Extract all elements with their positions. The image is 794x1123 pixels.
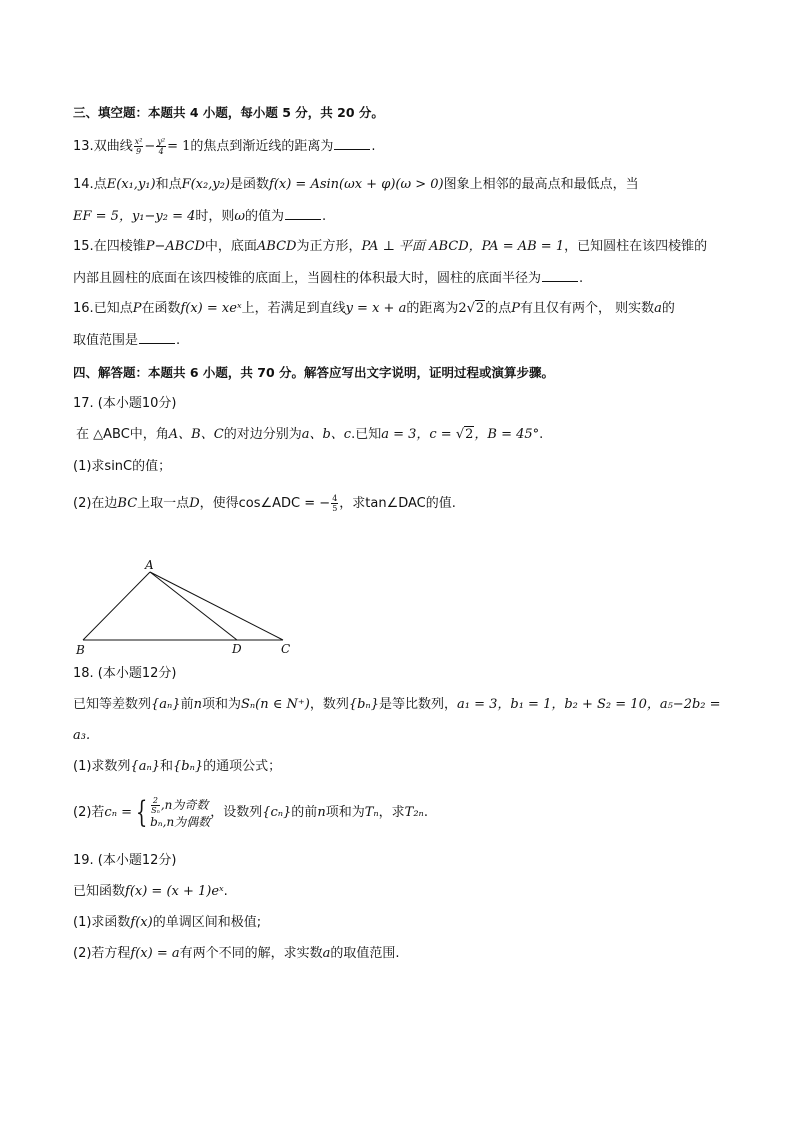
radical-sign: √ (455, 427, 465, 442)
period: . (423, 805, 428, 820)
sequence-a: {aₙ} (151, 697, 181, 712)
question-text: 项和为 (201, 697, 241, 712)
fraction-x2-9 (134, 137, 144, 156)
question-text: 和点 (155, 177, 182, 192)
triangle-figure (70, 555, 300, 657)
radical-sign: √ (466, 301, 475, 316)
question-text: 有两个不同的解，求实数 (179, 946, 323, 961)
question-text: (2)若方程 (73, 946, 131, 961)
point-f: F(x₂,y₂) (181, 177, 230, 192)
question-18-part-2 (73, 796, 428, 829)
case-condition: ,n为奇数 (160, 798, 209, 812)
question-text: 上，若满足到直线 (241, 301, 346, 316)
question-text: 的前 (291, 805, 318, 820)
left-brace: { (135, 794, 148, 830)
question-15-line-1 (73, 238, 707, 256)
sum-t2n: T₂ₙ (404, 805, 424, 820)
question-number: 15. (73, 239, 94, 254)
minus-sign: − (144, 139, 156, 154)
question-number: 16. (73, 301, 94, 316)
section-fill-in-text: 三、填空题：本题共 4 小题，每小题 5 分，共 20 分。 (73, 105, 384, 120)
question-19-part-1 (73, 914, 261, 932)
angle-names: A、B、C (168, 427, 224, 442)
period: . (371, 139, 376, 154)
sequence-c: {cₙ} (262, 805, 292, 820)
question-text: 是函数 (230, 177, 270, 192)
side-ab (83, 572, 150, 640)
sum-tn: Tₙ (364, 805, 379, 820)
question-text: 的值为 (245, 209, 285, 224)
period: . (223, 884, 228, 899)
point-d: D (189, 496, 200, 511)
base-name: ABCD (256, 239, 297, 254)
question-17-part-2 (73, 494, 456, 513)
question-text: 前 (180, 697, 194, 712)
radicand: 2 (465, 427, 474, 442)
question-text: 和 (159, 759, 173, 774)
question-text: 的距离为 (406, 301, 459, 316)
frac-numerator: 2 (152, 796, 158, 805)
sequence-c: cₙ = (104, 805, 132, 820)
answer-blank[interactable] (334, 137, 370, 150)
question-header: 17. (本小题10分) (73, 396, 177, 411)
function-formula: f(x) = xeˣ (180, 301, 242, 316)
fraction-y2-4 (156, 137, 166, 156)
question-text: (1)求函数 (73, 915, 131, 930)
vertex-label-b: B (76, 643, 85, 657)
condition-formula: a₃. (73, 728, 91, 743)
frac-numerator: 4 (332, 494, 338, 503)
point-p: P (132, 301, 142, 316)
question-text: .已知 (351, 427, 382, 442)
function-formula: f(x) = Asin(ωx + φ)(ω > 0) (269, 177, 444, 192)
period: . (176, 333, 181, 348)
question-text: 已知函数 (73, 884, 126, 899)
condition-formula: PA ⊥ 平面 ABCD，PA = AB = 1 (361, 239, 565, 254)
question-19-header (73, 852, 177, 870)
question-18-line-1 (73, 696, 721, 714)
omega-symbol: ω (234, 209, 245, 224)
question-16-line-2 (73, 331, 180, 350)
answer-blank[interactable] (542, 269, 578, 282)
question-16-line-1 (73, 300, 675, 318)
question-text: ，已知圆柱在该四棱锥的 (564, 239, 708, 254)
question-17-stem (76, 426, 543, 444)
frac-denominator: 5 (332, 504, 338, 513)
question-19-stem (73, 883, 228, 901)
question-text: 中，底面 (204, 239, 257, 254)
section-solution-title (73, 364, 554, 382)
question-text: 内部且圆柱的底面在该四棱锥的底面上，当圆柱的体积最大时，圆柱的底面半径为 (73, 271, 542, 286)
question-text: 的 (661, 301, 675, 316)
question-text: 的焦点到渐近线的距离为 (190, 139, 334, 154)
case-even: bₙ,n为偶数 (150, 815, 211, 829)
sequence-a: {aₙ} (130, 759, 160, 774)
equation-formula: f(x) = a (130, 946, 180, 961)
section-solution-text: 四、解答题：本题共 6 小题，共 70 分。解答应写出文字说明，证明过程或演算步骤。 (73, 365, 555, 380)
case-odd (150, 796, 210, 815)
question-header: 18. (本小题12分) (73, 666, 177, 681)
question-text: 的通项公式； (203, 759, 282, 774)
answer-blank[interactable] (285, 207, 321, 220)
condition-formula: ，B = 45° (474, 427, 540, 442)
question-text: (1)求数列 (73, 759, 131, 774)
question-text: 的对边分别为 (223, 427, 302, 442)
sum-sn: Sₙ(n ∈ N⁺) (240, 697, 310, 712)
side-names: a、b、c (301, 427, 352, 442)
question-text: 在函数 (141, 301, 181, 316)
radical-coefficient: 2 (458, 301, 467, 316)
condition-formula: a = 3，c = (381, 427, 456, 442)
sequence-b: {bₙ} (173, 759, 204, 774)
question-text: ，求 (378, 805, 405, 820)
question-text: 图象上相邻的最高点和最低点，当 (443, 177, 639, 192)
segment-ad (150, 572, 237, 640)
sequence-b: {bₙ} (348, 697, 379, 712)
variable-a: a (654, 301, 662, 316)
period: . (322, 209, 327, 224)
frac-denominator: 4 (158, 147, 164, 156)
function-name: f(x) (130, 915, 153, 930)
question-14-line-2 (73, 207, 326, 226)
question-text: 是等比数列， (378, 697, 457, 712)
question-number: 14. (73, 177, 94, 192)
variable-n: n (317, 805, 326, 820)
piecewise-cases (150, 796, 210, 829)
frac-numerator: y² (157, 137, 166, 146)
question-text: 有且仅有两个， 则实数 (519, 301, 655, 316)
question-text: 在四棱锥 (93, 239, 146, 254)
side-bc: BC (117, 496, 138, 511)
point-p: P (511, 301, 520, 316)
question-18-line-2 (73, 727, 90, 745)
question-text: 双曲线 (93, 139, 133, 154)
question-text: 取值范围是 (73, 333, 139, 348)
fraction-2-sn (151, 796, 160, 815)
question-text: 的单调区间和极值; (152, 915, 262, 930)
equation-rhs: = 1 (167, 139, 191, 154)
vertex-label-d: D (232, 642, 242, 656)
question-17-part-1 (73, 458, 171, 476)
vertex-label-c: C (281, 642, 291, 656)
question-text: (2)若 (73, 805, 105, 820)
side-ac (150, 572, 283, 640)
question-text: ，求tan∠DAC的值. (339, 496, 456, 511)
question-text: ，设数列 (210, 805, 263, 820)
question-part: (1)求sinC的值； (73, 459, 172, 474)
question-13 (73, 137, 376, 156)
question-text: 的取值范围. (330, 946, 400, 961)
variable-a: a (322, 946, 331, 961)
question-text: 已知点 (93, 301, 133, 316)
question-text: 在 △ABC中，角 (76, 427, 169, 442)
question-number: 13. (73, 139, 94, 154)
question-header: 19. (本小题12分) (73, 853, 177, 868)
question-text: 上取一点 (137, 496, 190, 511)
period: . (539, 427, 544, 442)
question-text: (2)在边 (73, 496, 118, 511)
function-formula: f(x) = (x + 1)eˣ (125, 884, 224, 899)
condition-formula: a₁ = 3，b₁ = 1，b₂ + S₂ = 10，a₅−2b₂ = (456, 697, 721, 712)
question-text: 的点 (485, 301, 512, 316)
question-14-line-1 (73, 176, 639, 194)
question-text: 时，则 (195, 209, 235, 224)
answer-blank[interactable] (139, 331, 175, 344)
point-e: E(x₁,y₁) (106, 177, 156, 192)
question-text: 项和为 (325, 805, 365, 820)
question-text: 点 (93, 177, 107, 192)
line-formula: y = x + a (345, 301, 407, 316)
section-fill-in-title (73, 104, 384, 122)
question-text: ，使得cos∠ADC = − (199, 496, 331, 511)
question-text: 已知等差数列 (73, 697, 152, 712)
vertex-label-a: A (145, 558, 154, 572)
period: . (579, 271, 584, 286)
frac-denominator: 9 (136, 147, 142, 156)
question-text: ，数列 (309, 697, 349, 712)
pyramid-name: P−ABCD (145, 239, 205, 254)
question-19-part-2 (73, 945, 400, 963)
question-17-header (73, 395, 177, 413)
question-18-part-1 (73, 758, 281, 776)
variable-n: n (193, 697, 202, 712)
question-15-line-2 (73, 269, 583, 288)
question-18-header (73, 665, 177, 683)
condition-formula: EF = 5，y₁−y₂ = 4 (73, 209, 196, 224)
question-text: 为正方形， (296, 239, 362, 254)
fraction-4-5 (331, 494, 338, 513)
frac-denominator: Sₙ (151, 806, 160, 815)
radicand: 2 (475, 301, 485, 316)
frac-numerator: x² (134, 137, 143, 146)
